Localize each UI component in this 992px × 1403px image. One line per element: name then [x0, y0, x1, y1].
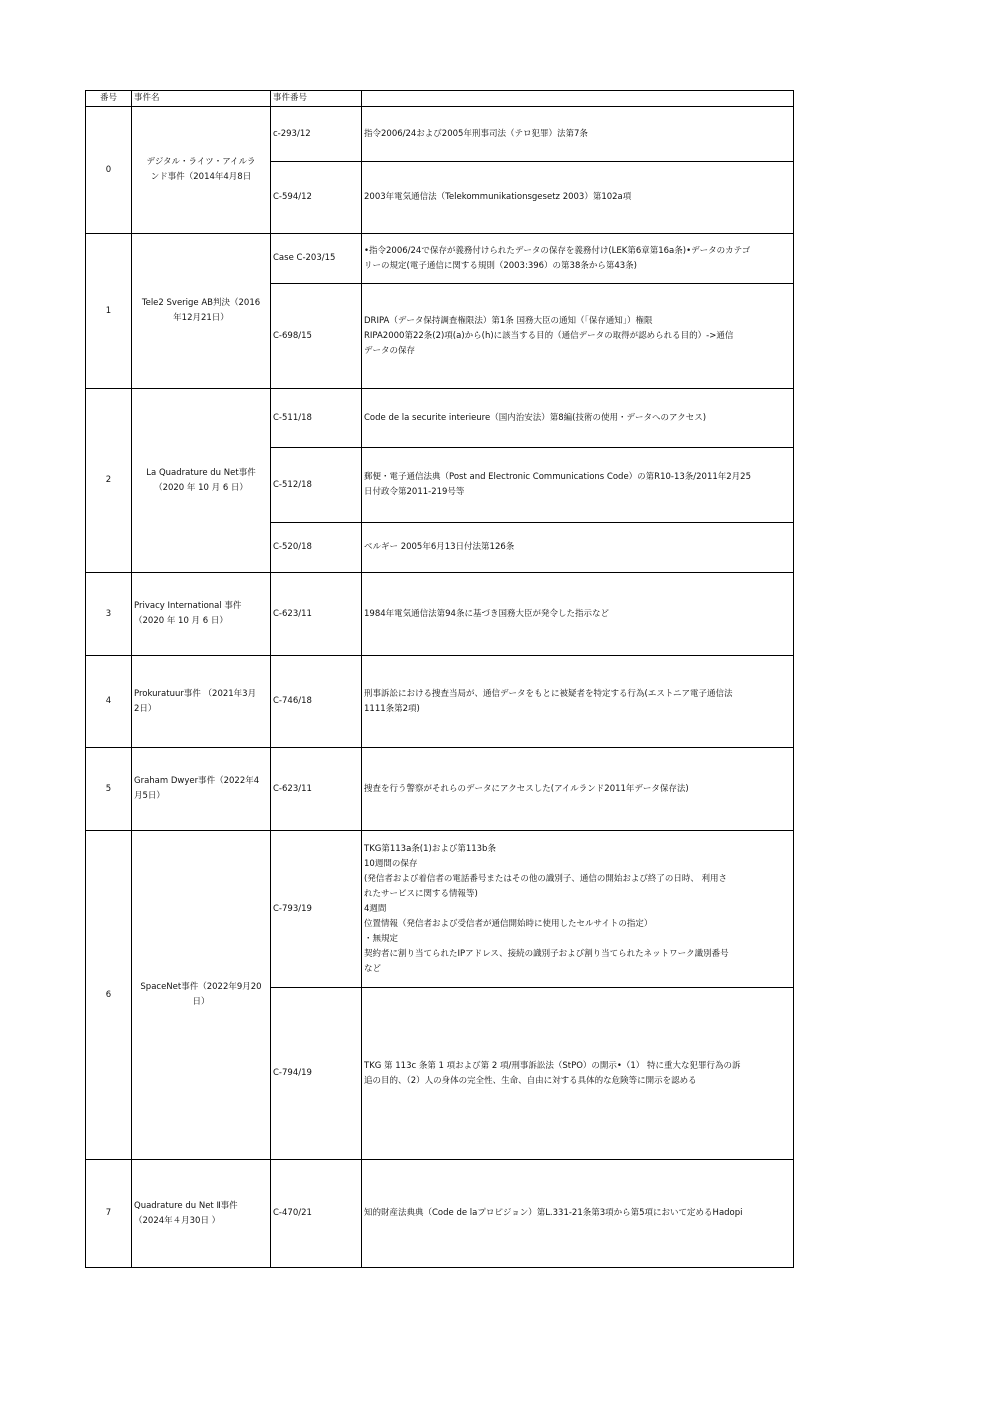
case-name	[132, 573, 271, 656]
law-line: ベルギー 2005年6月13日付法第126条	[364, 542, 515, 552]
law-line: Code de la securite interieure（国内治安法）第8編(技術の使用・データへのアクセス)	[364, 412, 707, 423]
law-line: 4週間	[364, 903, 387, 914]
law-description	[362, 107, 794, 162]
header-law	[362, 91, 794, 107]
header-row	[86, 91, 794, 107]
case-name	[132, 748, 271, 831]
law-line: ・無規定	[364, 933, 399, 944]
law-line: TKG第113a条(1)および第113b条	[364, 843, 496, 854]
case-name-line: Privacy International 事件	[134, 601, 242, 611]
law-line: 位置情報（発信者および受信者が通信開始時に使用したセルサイトの指定）	[364, 918, 653, 929]
law-description	[362, 389, 794, 448]
table-row	[86, 573, 794, 656]
case-name-line: Prokuratuur事件 （2021年3月	[134, 688, 257, 699]
law-description	[362, 162, 794, 234]
table-row	[86, 831, 794, 988]
row-number: 0	[86, 107, 132, 234]
law-line: TKG 第 113c 条第 1 項および第 2 項/刑事訴訟法（StPO）の開示•（1） 特に重大な犯罪行為の訴	[364, 1060, 741, 1071]
header-case-number: 事件番号	[271, 91, 362, 107]
law-description	[362, 284, 794, 389]
law-line: RIPA2000第22条(2)項(a)から(h)に該当する目的（通信データの取得が認められる目的）->通信	[364, 330, 734, 341]
law-description	[362, 573, 794, 656]
row-number: 7	[86, 1160, 132, 1268]
case-number: Case C-203/15	[271, 234, 362, 284]
table-row	[86, 234, 794, 284]
case-table	[85, 90, 794, 1268]
law-line: •指令2006/24で保存が義務付けられたデータの保存を義務付け(LEK第6章第16a条)•データのカテゴ	[364, 245, 751, 256]
law-description	[362, 656, 794, 748]
law-description	[362, 523, 794, 573]
law-line: 2003年電気通信法（Telekommunikationsgesetz 2003）第102a項	[364, 192, 632, 202]
case-name	[132, 1160, 271, 1268]
law-description	[362, 234, 794, 284]
row-number: 3	[86, 573, 132, 656]
case-number: C-793/19	[271, 831, 362, 988]
law-line: 1984年電気通信法第94条に基づき国務大臣が発令した指示など	[364, 608, 609, 619]
law-line: 契約者に割り当てられたIPアドレス、接続の識別子および割り当てられたネットワーク識別番号	[364, 948, 729, 959]
law-line: 郵便・電子通信法典（Post and Electronic Communications Code）の第R10-13条/2011年2月25	[364, 472, 751, 482]
law-line: 知的財産法典典（Code de laプロピジョン）第L.331-21条第3項から第5項において定めるHadopi	[364, 1208, 743, 1218]
case-name-line: 2日）	[134, 703, 157, 714]
law-line: 日付政令第2011-219号等	[364, 487, 465, 497]
case-number: C-594/12	[271, 162, 362, 234]
row-number: 1	[86, 234, 132, 389]
case-name	[132, 831, 271, 1160]
case-name-line: ンド事件（2014年4月8日	[150, 172, 252, 182]
case-number: C-698/15	[271, 284, 362, 389]
case-table-body	[86, 107, 794, 1268]
header-case-name: 事件名	[132, 91, 271, 107]
case-name-line: La Quadrature du Net事件	[146, 467, 256, 478]
case-number: C-623/11	[271, 748, 362, 831]
law-line: 刑事訴訟における捜査当局が、通信データをもとに被疑者を特定する行為(エストニア電子通信法	[364, 688, 733, 699]
case-name-line: （2024年４月30日 ）	[134, 1215, 221, 1226]
law-line: DRIPA（データ保持調査権限法）第1条 国務大臣の通知（「保存通知」）権限	[364, 315, 653, 326]
case-number: C-746/18	[271, 656, 362, 748]
table-row	[86, 748, 794, 831]
case-name	[132, 656, 271, 748]
law-description	[362, 1160, 794, 1268]
law-line: など	[364, 963, 382, 974]
case-name-line: Graham Dwyer事件（2022年4	[134, 776, 260, 786]
table-row	[86, 389, 794, 448]
case-name	[132, 107, 271, 234]
header-number: 番号	[86, 91, 132, 107]
case-number: C-623/11	[271, 573, 362, 656]
row-number: 2	[86, 389, 132, 573]
law-line: 指令2006/24および2005年刑事司法（テロ犯罪）法第7条	[364, 128, 588, 139]
case-name	[132, 234, 271, 389]
table-row	[86, 656, 794, 748]
case-name-line: （2020 年 10 月 6 日）	[134, 616, 228, 626]
case-number: C-794/19	[271, 988, 362, 1160]
row-number: 6	[86, 831, 132, 1160]
law-line: れたサービスに関する情報等)	[364, 888, 478, 899]
law-description	[362, 831, 794, 988]
case-name	[132, 389, 271, 573]
law-line: 追の目的、（2）人の身体の完全性、生命、自由に対する具体的な危険等に開示を認める	[364, 1075, 697, 1086]
table-row	[86, 1160, 794, 1268]
case-number: C-470/21	[271, 1160, 362, 1268]
law-line: 10週間の保存	[364, 858, 418, 869]
row-number: 4	[86, 656, 132, 748]
case-name-line: SpaceNet事件（2022年9月20	[140, 982, 262, 992]
law-line: 捜査を行う警察がそれらのデータにアクセスした(アイルランド2011年データ保存法)	[364, 783, 689, 794]
case-name-line: デジタル・ライツ・アイルラ	[146, 157, 256, 167]
law-line: (発信者および着信者の電話番号またはその他の識別子、通信の開始および終了の日時、 利用さ	[364, 873, 728, 884]
table-row	[86, 107, 794, 162]
law-line: リーの規定(電子通信に関する規則（2003:396）の第38条から第43条)	[364, 260, 637, 271]
law-line: 1111条第2項)	[364, 703, 420, 714]
law-description	[362, 988, 794, 1160]
law-description	[362, 448, 794, 523]
law-line: データの保存	[364, 345, 416, 356]
case-number: C-511/18	[271, 389, 362, 448]
case-name-line: 年12月21日）	[173, 313, 229, 323]
law-description	[362, 748, 794, 831]
case-number: c-293/12	[271, 107, 362, 162]
case-number: C-520/18	[271, 523, 362, 573]
row-number: 5	[86, 748, 132, 831]
case-name-line: Tele2 Sverige AB判決（2016	[141, 298, 261, 308]
case-name-line: （2020 年 10 月 6 日）	[154, 482, 248, 493]
case-name-line: 月5日）	[134, 791, 165, 801]
case-number: C-512/18	[271, 448, 362, 523]
case-name-line: 日）	[192, 997, 210, 1007]
case-name-line: Quadrature du Net Ⅱ事件	[134, 1200, 238, 1211]
